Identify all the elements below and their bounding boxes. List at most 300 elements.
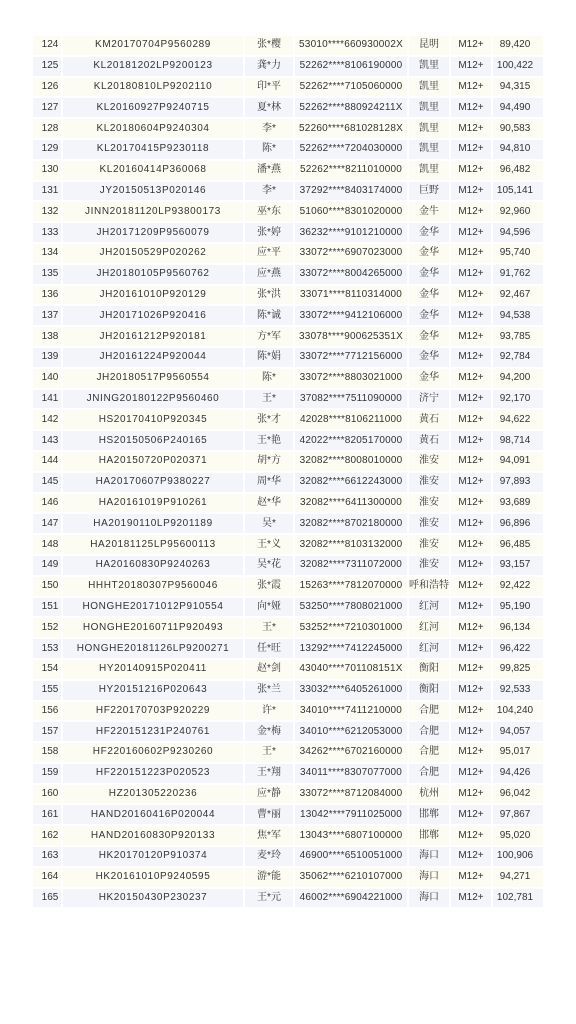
person-name-cell: 焦*军: [245, 826, 293, 845]
record-code-cell: JH20161010P920129: [63, 286, 243, 305]
table-row: [33, 390, 543, 409]
row-number-cell: 145: [33, 473, 61, 492]
city-cell: 金华: [409, 244, 449, 263]
masked-id-number-cell: 37292****8403174000: [295, 182, 407, 201]
amount-cell: 92,170: [493, 390, 543, 409]
table-row: [33, 681, 543, 700]
person-name-cell: 任*旺: [245, 639, 293, 658]
masked-id-number-cell: 34010****7411210000: [295, 702, 407, 721]
masked-id-number-cell: 33072****7712156000: [295, 348, 407, 367]
table-row: [33, 618, 543, 637]
masked-id-number-cell: 33032****6405261000: [295, 681, 407, 700]
masked-id-number-cell: 33072****8004265000: [295, 265, 407, 284]
data-table-sheet: [31, 34, 543, 909]
table-row: [33, 452, 543, 471]
person-name-cell: 吴*: [245, 514, 293, 533]
person-name-cell: 游*能: [245, 868, 293, 887]
amount-cell: 94,596: [493, 223, 543, 242]
group-tag-cell: M12+: [451, 702, 491, 721]
masked-id-number-cell: 52262****7105060000: [295, 78, 407, 97]
person-name-cell: 胡*方: [245, 452, 293, 471]
masked-id-number-cell: 33072****8712084000: [295, 785, 407, 804]
record-code-cell: KL20170415P9230118: [63, 140, 243, 159]
group-tag-cell: M12+: [451, 826, 491, 845]
table-row: [33, 244, 543, 263]
masked-id-number-cell: 32082****8103132000: [295, 535, 407, 554]
city-cell: 杭州: [409, 785, 449, 804]
amount-cell: 94,271: [493, 868, 543, 887]
amount-cell: 96,485: [493, 535, 543, 554]
amount-cell: 95,740: [493, 244, 543, 263]
record-code-cell: HY20140915P020411: [63, 660, 243, 679]
group-tag-cell: M12+: [451, 223, 491, 242]
row-number-cell: 136: [33, 286, 61, 305]
group-tag-cell: M12+: [451, 57, 491, 76]
group-tag-cell: M12+: [451, 410, 491, 429]
record-code-cell: HF220160602P9230260: [63, 743, 243, 762]
group-tag-cell: M12+: [451, 847, 491, 866]
masked-id-number-cell: 32082****6612243000: [295, 473, 407, 492]
group-tag-cell: M12+: [451, 660, 491, 679]
record-code-cell: HA20160830P9240263: [63, 556, 243, 575]
masked-id-number-cell: 42022****8205170000: [295, 431, 407, 450]
masked-id-number-cell: 32082****6411300000: [295, 494, 407, 513]
record-code-cell: KL20160414P360068: [63, 161, 243, 180]
amount-cell: 96,422: [493, 639, 543, 658]
record-code-cell: KL20180604P9240304: [63, 119, 243, 138]
group-tag-cell: M12+: [451, 743, 491, 762]
city-cell: 海口: [409, 889, 449, 908]
city-cell: 衡阳: [409, 660, 449, 679]
row-number-cell: 127: [33, 98, 61, 117]
masked-id-number-cell: 33072****6907023000: [295, 244, 407, 263]
row-number-cell: 133: [33, 223, 61, 242]
city-cell: 昆明: [409, 36, 449, 55]
table-row: [33, 764, 543, 783]
person-name-cell: 张*霞: [245, 577, 293, 596]
amount-cell: 97,867: [493, 805, 543, 824]
table-row: [33, 743, 543, 762]
row-number-cell: 135: [33, 265, 61, 284]
group-tag-cell: M12+: [451, 722, 491, 741]
row-number-cell: 134: [33, 244, 61, 263]
amount-cell: 95,190: [493, 598, 543, 617]
row-number-cell: 130: [33, 161, 61, 180]
group-tag-cell: M12+: [451, 161, 491, 180]
table-row: [33, 660, 543, 679]
group-tag-cell: M12+: [451, 78, 491, 97]
amount-cell: 89,420: [493, 36, 543, 55]
record-code-cell: HA20190110LP9201189: [63, 514, 243, 533]
record-code-cell: HK20170120P910374: [63, 847, 243, 866]
record-code-cell: HA20161019P910261: [63, 494, 243, 513]
group-tag-cell: M12+: [451, 36, 491, 55]
masked-id-number-cell: 53250****7808021000: [295, 598, 407, 617]
city-cell: 金牛: [409, 202, 449, 221]
row-number-cell: 152: [33, 618, 61, 637]
person-name-cell: 李*: [245, 119, 293, 138]
amount-cell: 94,200: [493, 369, 543, 388]
row-number-cell: 137: [33, 306, 61, 325]
group-tag-cell: M12+: [451, 535, 491, 554]
amount-cell: 92,533: [493, 681, 543, 700]
amount-cell: 94,091: [493, 452, 543, 471]
row-number-cell: 124: [33, 36, 61, 55]
city-cell: 淮安: [409, 452, 449, 471]
person-name-cell: 方*军: [245, 327, 293, 346]
record-code-cell: JH20150529P020262: [63, 244, 243, 263]
record-code-cell: HHHT20180307P9560046: [63, 577, 243, 596]
table-row: [33, 826, 543, 845]
record-code-cell: HAND20160830P920133: [63, 826, 243, 845]
amount-cell: 93,785: [493, 327, 543, 346]
row-number-cell: 143: [33, 431, 61, 450]
amount-cell: 92,784: [493, 348, 543, 367]
record-code-cell: JH20171026P920416: [63, 306, 243, 325]
city-cell: 黄石: [409, 431, 449, 450]
person-name-cell: 王*元: [245, 889, 293, 908]
masked-id-number-cell: 32082****8702180000: [295, 514, 407, 533]
table-row: [33, 410, 543, 429]
city-cell: 淮安: [409, 473, 449, 492]
amount-cell: 102,781: [493, 889, 543, 908]
person-name-cell: 巫*东: [245, 202, 293, 221]
group-tag-cell: M12+: [451, 639, 491, 658]
record-code-cell: KL20160927P9240715: [63, 98, 243, 117]
masked-id-number-cell: 42028****8106211000: [295, 410, 407, 429]
group-tag-cell: M12+: [451, 98, 491, 117]
group-tag-cell: M12+: [451, 327, 491, 346]
group-tag-cell: M12+: [451, 514, 491, 533]
table-row: [33, 639, 543, 658]
city-cell: 凯里: [409, 57, 449, 76]
table-row: [33, 57, 543, 76]
city-cell: 金华: [409, 286, 449, 305]
row-number-cell: 129: [33, 140, 61, 159]
group-tag-cell: M12+: [451, 202, 491, 221]
table-row: [33, 223, 543, 242]
person-name-cell: 王*: [245, 390, 293, 409]
group-tag-cell: M12+: [451, 369, 491, 388]
table-row: [33, 36, 543, 55]
amount-cell: 95,020: [493, 826, 543, 845]
group-tag-cell: M12+: [451, 764, 491, 783]
amount-cell: 97,893: [493, 473, 543, 492]
table-row: [33, 119, 543, 138]
table-row: [33, 889, 543, 908]
table-row: [33, 306, 543, 325]
amount-cell: 105,141: [493, 182, 543, 201]
group-tag-cell: M12+: [451, 265, 491, 284]
masked-id-number-cell: 32082****7311072000: [295, 556, 407, 575]
group-tag-cell: M12+: [451, 140, 491, 159]
group-tag-cell: M12+: [451, 889, 491, 908]
record-code-cell: HA20150720P020371: [63, 452, 243, 471]
table-row: [33, 202, 543, 221]
person-name-cell: 龚*力: [245, 57, 293, 76]
city-cell: 合肥: [409, 702, 449, 721]
table-row: [33, 556, 543, 575]
record-code-cell: HS20170410P920345: [63, 410, 243, 429]
table-row: [33, 161, 543, 180]
masked-id-number-cell: 33078****900625351X: [295, 327, 407, 346]
record-code-cell: JH20161212P920181: [63, 327, 243, 346]
group-tag-cell: M12+: [451, 306, 491, 325]
amount-cell: 96,896: [493, 514, 543, 533]
person-name-cell: 周*华: [245, 473, 293, 492]
group-tag-cell: M12+: [451, 494, 491, 513]
city-cell: 淮安: [409, 494, 449, 513]
record-code-cell: HK20161010P9240595: [63, 868, 243, 887]
row-number-cell: 164: [33, 868, 61, 887]
row-number-cell: 138: [33, 327, 61, 346]
masked-id-number-cell: 53010****660930002X: [295, 36, 407, 55]
city-cell: 金华: [409, 327, 449, 346]
group-tag-cell: M12+: [451, 182, 491, 201]
data-table: [31, 34, 545, 909]
table-row: [33, 785, 543, 804]
table-row: [33, 722, 543, 741]
row-number-cell: 156: [33, 702, 61, 721]
person-name-cell: 张*婷: [245, 223, 293, 242]
row-number-cell: 128: [33, 119, 61, 138]
record-code-cell: JY20150513P020146: [63, 182, 243, 201]
group-tag-cell: M12+: [451, 577, 491, 596]
masked-id-number-cell: 46900****6510051000: [295, 847, 407, 866]
amount-cell: 99,825: [493, 660, 543, 679]
table-row: [33, 140, 543, 159]
city-cell: 金华: [409, 306, 449, 325]
masked-id-number-cell: 13042****7911025000: [295, 805, 407, 824]
record-code-cell: JH20180105P9560762: [63, 265, 243, 284]
record-code-cell: HZ201305220236: [63, 785, 243, 804]
row-number-cell: 149: [33, 556, 61, 575]
city-cell: 海口: [409, 847, 449, 866]
row-number-cell: 153: [33, 639, 61, 658]
record-code-cell: JH20180517P9560554: [63, 369, 243, 388]
row-number-cell: 147: [33, 514, 61, 533]
table-row: [33, 494, 543, 513]
row-number-cell: 148: [33, 535, 61, 554]
amount-cell: 93,157: [493, 556, 543, 575]
city-cell: 凯里: [409, 119, 449, 138]
amount-cell: 94,490: [493, 98, 543, 117]
amount-cell: 104,240: [493, 702, 543, 721]
row-number-cell: 126: [33, 78, 61, 97]
masked-id-number-cell: 53252****7210301000: [295, 618, 407, 637]
record-code-cell: HS20150506P240165: [63, 431, 243, 450]
record-code-cell: HK20150430P230237: [63, 889, 243, 908]
row-number-cell: 163: [33, 847, 61, 866]
table-row: [33, 98, 543, 117]
row-number-cell: 144: [33, 452, 61, 471]
city-cell: 红河: [409, 639, 449, 658]
masked-id-number-cell: 51060****8301020000: [295, 202, 407, 221]
record-code-cell: JH20161224P920044: [63, 348, 243, 367]
city-cell: 邯郸: [409, 805, 449, 824]
person-name-cell: 应*燕: [245, 265, 293, 284]
city-cell: 金华: [409, 348, 449, 367]
amount-cell: 90,583: [493, 119, 543, 138]
amount-cell: 96,042: [493, 785, 543, 804]
amount-cell: 91,762: [493, 265, 543, 284]
city-cell: 呼和浩特: [409, 577, 449, 596]
row-number-cell: 159: [33, 764, 61, 783]
group-tag-cell: M12+: [451, 119, 491, 138]
row-number-cell: 161: [33, 805, 61, 824]
person-name-cell: 张*才: [245, 410, 293, 429]
table-row: [33, 348, 543, 367]
masked-id-number-cell: 32082****8008010000: [295, 452, 407, 471]
amount-cell: 100,422: [493, 57, 543, 76]
table-body: [33, 36, 543, 907]
row-number-cell: 142: [33, 410, 61, 429]
group-tag-cell: M12+: [451, 681, 491, 700]
group-tag-cell: M12+: [451, 556, 491, 575]
table-row: [33, 78, 543, 97]
masked-id-number-cell: 52262****8106190000: [295, 57, 407, 76]
table-row: [33, 598, 543, 617]
row-number-cell: 160: [33, 785, 61, 804]
record-code-cell: HF220170703P920229: [63, 702, 243, 721]
group-tag-cell: M12+: [451, 348, 491, 367]
record-code-cell: HF220151231P240761: [63, 722, 243, 741]
amount-cell: 96,482: [493, 161, 543, 180]
amount-cell: 96,134: [493, 618, 543, 637]
group-tag-cell: M12+: [451, 805, 491, 824]
table-row: [33, 577, 543, 596]
masked-id-number-cell: 43040****701108151X: [295, 660, 407, 679]
record-code-cell: KM20170704P9560289: [63, 36, 243, 55]
person-name-cell: 王*: [245, 743, 293, 762]
row-number-cell: 131: [33, 182, 61, 201]
amount-cell: 93,689: [493, 494, 543, 513]
row-number-cell: 162: [33, 826, 61, 845]
person-name-cell: 王*艳: [245, 431, 293, 450]
person-name-cell: 王*义: [245, 535, 293, 554]
city-cell: 衡阳: [409, 681, 449, 700]
masked-id-number-cell: 36232****9101210000: [295, 223, 407, 242]
city-cell: 金华: [409, 369, 449, 388]
table-row: [33, 702, 543, 721]
city-cell: 济宁: [409, 390, 449, 409]
person-name-cell: 陈*: [245, 140, 293, 159]
city-cell: 黄石: [409, 410, 449, 429]
city-cell: 淮安: [409, 556, 449, 575]
city-cell: 淮安: [409, 514, 449, 533]
row-number-cell: 141: [33, 390, 61, 409]
row-number-cell: 151: [33, 598, 61, 617]
table-row: [33, 473, 543, 492]
masked-id-number-cell: 13292****7412245000: [295, 639, 407, 658]
person-name-cell: 陈*娟: [245, 348, 293, 367]
person-name-cell: 张*樱: [245, 36, 293, 55]
city-cell: 凯里: [409, 161, 449, 180]
amount-cell: 100,906: [493, 847, 543, 866]
group-tag-cell: M12+: [451, 286, 491, 305]
group-tag-cell: M12+: [451, 452, 491, 471]
masked-id-number-cell: 33072****9412106000: [295, 306, 407, 325]
record-code-cell: JH20171209P9560079: [63, 223, 243, 242]
record-code-cell: HA20181125LP95600113: [63, 535, 243, 554]
table-row: [33, 868, 543, 887]
table-row: [33, 369, 543, 388]
city-cell: 合肥: [409, 764, 449, 783]
row-number-cell: 132: [33, 202, 61, 221]
person-name-cell: 赵*华: [245, 494, 293, 513]
table-row: [33, 327, 543, 346]
person-name-cell: 张*洪: [245, 286, 293, 305]
amount-cell: 92,467: [493, 286, 543, 305]
city-cell: 合肥: [409, 743, 449, 762]
person-name-cell: 张*兰: [245, 681, 293, 700]
table-row: [33, 265, 543, 284]
bottom-margin: [0, 1000, 576, 1024]
person-name-cell: 麦*玲: [245, 847, 293, 866]
amount-cell: 94,538: [493, 306, 543, 325]
masked-id-number-cell: 33071****8110314000: [295, 286, 407, 305]
row-number-cell: 146: [33, 494, 61, 513]
row-number-cell: 125: [33, 57, 61, 76]
row-number-cell: 154: [33, 660, 61, 679]
amount-cell: 95,017: [493, 743, 543, 762]
record-code-cell: JINN20181120LP93800173: [63, 202, 243, 221]
city-cell: 凯里: [409, 140, 449, 159]
table-row: [33, 431, 543, 450]
row-number-cell: 157: [33, 722, 61, 741]
amount-cell: 94,426: [493, 764, 543, 783]
table-row: [33, 514, 543, 533]
masked-id-number-cell: 52262****880924211X: [295, 98, 407, 117]
city-cell: 红河: [409, 598, 449, 617]
group-tag-cell: M12+: [451, 598, 491, 617]
masked-id-number-cell: 13043****6807100000: [295, 826, 407, 845]
person-name-cell: 赵*剑: [245, 660, 293, 679]
group-tag-cell: M12+: [451, 431, 491, 450]
person-name-cell: 金*梅: [245, 722, 293, 741]
table-row: [33, 182, 543, 201]
person-name-cell: 夏*林: [245, 98, 293, 117]
record-code-cell: HY20151216P020643: [63, 681, 243, 700]
person-name-cell: 向*娅: [245, 598, 293, 617]
record-code-cell: KL20181202LP9200123: [63, 57, 243, 76]
amount-cell: 92,422: [493, 577, 543, 596]
person-name-cell: 许*: [245, 702, 293, 721]
table-row: [33, 847, 543, 866]
person-name-cell: 吴*花: [245, 556, 293, 575]
record-code-cell: HAND20160416P020044: [63, 805, 243, 824]
person-name-cell: 应*静: [245, 785, 293, 804]
person-name-cell: 印*平: [245, 78, 293, 97]
row-number-cell: 139: [33, 348, 61, 367]
amount-cell: 94,622: [493, 410, 543, 429]
person-name-cell: 潘*燕: [245, 161, 293, 180]
city-cell: 海口: [409, 868, 449, 887]
amount-cell: 98,714: [493, 431, 543, 450]
city-cell: 邯郸: [409, 826, 449, 845]
group-tag-cell: M12+: [451, 473, 491, 492]
table-row: [33, 286, 543, 305]
table-row: [33, 535, 543, 554]
amount-cell: 92,960: [493, 202, 543, 221]
city-cell: 巨野: [409, 182, 449, 201]
masked-id-number-cell: 15263****7812070000: [295, 577, 407, 596]
amount-cell: 94,057: [493, 722, 543, 741]
masked-id-number-cell: 52260****681028128X: [295, 119, 407, 138]
amount-cell: 94,810: [493, 140, 543, 159]
group-tag-cell: M12+: [451, 785, 491, 804]
group-tag-cell: M12+: [451, 390, 491, 409]
